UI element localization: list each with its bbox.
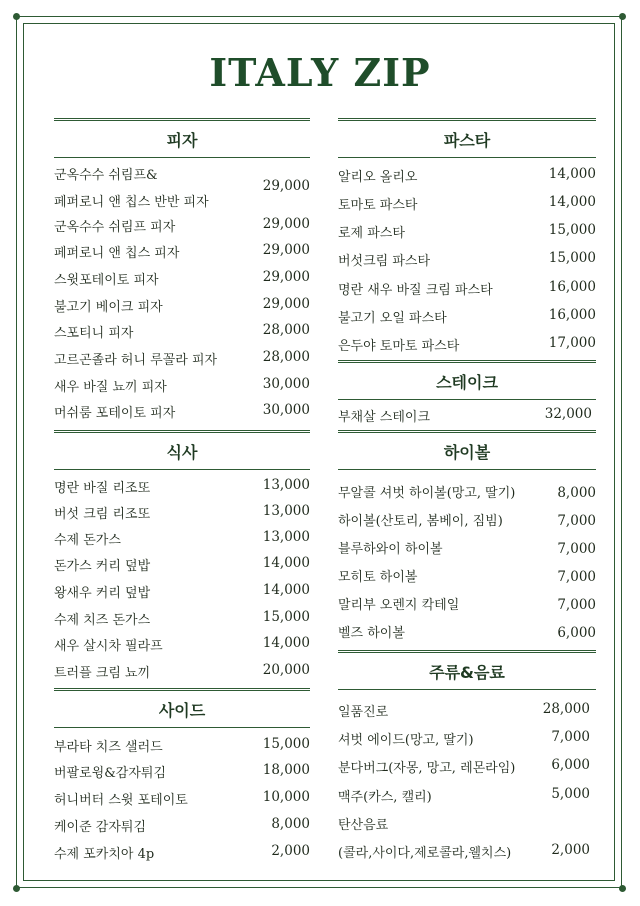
item-name: 탄산음료	[338, 818, 389, 833]
item-name: 맥주(카스, 캘리)	[338, 790, 432, 805]
item-price: 14,000	[262, 582, 310, 598]
item-name: 머쉬룸 포테이토 피자	[54, 406, 176, 421]
item-price: 20,000	[262, 662, 310, 678]
item-price: 7,000	[557, 513, 596, 529]
item-price: 14,000	[548, 194, 596, 210]
left-column	[54, 0, 310, 906]
item-price: 7,000	[557, 569, 596, 585]
item-name: 군옥수수 쉬림프 피자	[54, 220, 176, 235]
corner-dot-top-left	[13, 13, 20, 20]
section-header-side: 사이드	[54, 688, 310, 728]
item-price: 8,000	[557, 485, 596, 501]
item-price: 29,000	[262, 216, 310, 232]
menu-title: ITALY ZIP	[209, 50, 431, 95]
item-name: 블루하와이 하이볼	[338, 542, 443, 557]
section-header-steak: 스테이크	[338, 360, 596, 400]
corner-dot-bottom-left	[13, 885, 20, 892]
item-price: 10,000	[262, 789, 310, 805]
item-name: 수제 포카치아 4p	[54, 847, 155, 862]
item-price: 29,000	[262, 296, 310, 312]
item-name: 불고기 베이크 피자	[54, 300, 163, 315]
item-price: 30,000	[262, 376, 310, 392]
item-price: 14,000	[548, 166, 596, 182]
item-price: 15,000	[262, 736, 310, 752]
item-name: 벨즈 하이볼	[338, 626, 405, 641]
section-header-drinks: 주류&음료	[338, 650, 596, 690]
item-price: 29,000	[262, 269, 310, 285]
item-name: 고르곤졸라 허니 루꼴라 피자	[54, 353, 218, 368]
item-price: 13,000	[262, 503, 310, 519]
item-price: 5,000	[551, 786, 590, 802]
item-name: 버섯크림 파스타	[338, 254, 431, 269]
item-price: 14,000	[262, 555, 310, 571]
item-price: 6,000	[557, 625, 596, 641]
item-name: 새우 바질 뇨끼 피자	[54, 380, 167, 395]
item-name: 부채살 스테이크	[338, 410, 431, 425]
item-name: 돈가스 커리 덮밥	[54, 559, 151, 574]
section-header-pizza: 피자	[54, 118, 310, 158]
item-name: 말리부 오렌지 칵테일	[338, 598, 460, 613]
item-name: 은두야 토마토 파스타	[338, 339, 460, 354]
item-name: 모히토 하이볼	[338, 570, 418, 585]
item-name: 새우 살시차 필라프	[54, 639, 163, 654]
item-price: 7,000	[551, 729, 590, 745]
item-price: 14,000	[262, 635, 310, 651]
item-price: 15,000	[548, 222, 596, 238]
item-name: 명란 새우 바질 크림 파스타	[338, 283, 493, 298]
item-price: 15,000	[262, 609, 310, 625]
item-price: 2,000	[271, 843, 310, 859]
item-name: 케이준 감자튀김	[54, 820, 147, 835]
item-name: 허니버터 스윗 포테이토	[54, 793, 188, 808]
item-name: 셔벗 에이드(망고, 딸기)	[338, 733, 474, 748]
item-name: 무알콜 셔벗 하이볼(망고, 딸기)	[338, 486, 516, 501]
item-name: 스윗포테이토 피자	[54, 273, 159, 288]
item-name: 버섯 크림 리조또	[54, 507, 151, 522]
item-name: (콜라,사이다,제로콜라,웰치스)	[338, 846, 512, 861]
item-name: 일품진로	[338, 705, 389, 720]
item-price: 18,000	[262, 762, 310, 778]
item-name: 수제 돈가스	[54, 533, 121, 548]
item-price: 7,000	[557, 541, 596, 557]
corner-dot-top-right	[619, 13, 626, 20]
item-name: 알리오 올리오	[338, 170, 418, 185]
item-name: 트러플 크림 뇨끼	[54, 666, 151, 681]
item-price: 8,000	[271, 816, 310, 832]
section-header-meal: 식사	[54, 430, 310, 470]
corner-dot-bottom-right	[619, 885, 626, 892]
item-price: 29,000	[262, 242, 310, 258]
item-price: 28,000	[542, 701, 590, 717]
item-name: 로제 파스타	[338, 226, 405, 241]
item-price: 6,000	[551, 757, 590, 773]
section-header-pasta: 파스타	[338, 118, 596, 158]
item-price: 7,000	[557, 597, 596, 613]
item-name: 불고기 오일 파스타	[338, 311, 447, 326]
item-name: 스포티니 피자	[54, 326, 134, 341]
item-name: 페퍼로니 앤 칩스 피자	[54, 246, 180, 261]
right-column	[338, 0, 596, 906]
item-name: 수제 치즈 돈가스	[54, 613, 151, 628]
item-price: 16,000	[548, 279, 596, 295]
item-name: 버팔로윙&감자튀김	[54, 766, 167, 781]
item-name: 명란 바질 리조또	[54, 481, 151, 496]
item-price: 2,000	[551, 842, 590, 858]
item-name: 군옥수수 쉬림프&	[54, 168, 158, 183]
item-price: 13,000	[262, 477, 310, 493]
item-price: 28,000	[262, 322, 310, 338]
item-name: 토마토 파스타	[338, 198, 418, 213]
item-price: 13,000	[262, 529, 310, 545]
item-price: 16,000	[548, 307, 596, 323]
item-name: 왕새우 커리 덮밥	[54, 586, 151, 601]
item-price: 30,000	[262, 402, 310, 418]
item-name: 하이볼(산토리, 봄베이, 짐빔)	[338, 514, 503, 529]
item-price: 17,000	[548, 335, 596, 351]
item-price: 15,000	[548, 250, 596, 266]
item-price: 28,000	[262, 349, 310, 365]
item-name: 분다버그(자몽, 망고, 레몬라임)	[338, 761, 516, 776]
item-name: 부라타 치즈 샐러드	[54, 740, 163, 755]
item-name: 페퍼로니 앤 칩스 반반 피자	[54, 195, 209, 210]
section-header-highball: 하이볼	[338, 430, 596, 470]
item-price: 32,000	[544, 406, 592, 422]
item-price: 29,000	[262, 178, 310, 194]
